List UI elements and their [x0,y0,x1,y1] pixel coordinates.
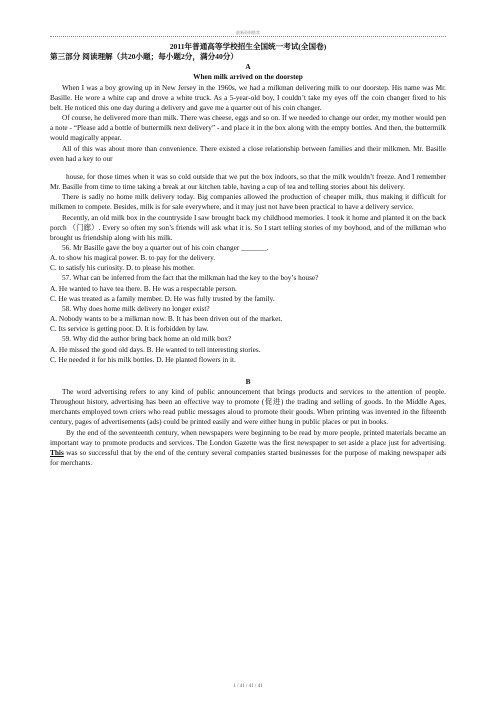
question-57-option-row: A. He wanted to have tea there. B. He was a respectable person. [50,283,237,293]
question-57-option-row: C. He was treated as a family member. D. He was fully trusted by the family. [50,293,275,303]
passage-a-heading: When milk arrived on the doorstep [193,72,303,82]
question-56-option-row: A. to show his magical power. B. to pay for the delivery. [50,253,216,263]
passage-b-text: By the end of the seventeenth century, when newspapers were beginning to be read by more people, printed materials became an important way to promote products and services. The London Gazette was the first newspaper to set aside a place just for advertising. [50,427,446,447]
underlined-word-this: This [50,447,64,457]
question-58-option-row: C. Its service is getting poor. D. It is forbidden by law. [50,324,209,334]
question-57: 57. What can be inferred from the fact that the milkman had the key to the boy’s house? [62,273,319,283]
document-body [50,42,446,468]
passage-a-paragraph: Of course, he delivered more than milk. There was cheese, eggs and so on. If we needed to change our order, my mother would pen a note - “Please add a bottle of buttermilk next delivery” - and place it in the box along with the empty bottles. And then, the buttermilk would magically appear. [50,113,446,143]
passage-a-paragraph: All of this was about more than convenience. There existed a close relationship between families and their milkmen. Mr. Basille even had a key to our [50,143,446,163]
header-rule [50,36,446,37]
question-58: 58. Why does home milk delivery no longer exist? [62,303,210,313]
passage-a-paragraph: house, for those times when it was so cold outside that we put the box indoors, so that the milk wouldn’t freeze. And I remember Mr. Basille from time to time taking a break at our kitchen table, having a cup of tea and telling stories about his delivery. [50,171,446,192]
question-59: 59. Why did the author bring back home an old milk box? [62,334,232,344]
page-number: 1 / 41 / 41 / 41 [233,684,263,689]
passage-a-paragraph: Recently, an old milk box in the countryside I saw brought back my childhood memories. I took it home and planted it on the back porch （门廊）. Every so often my son’s friends will ask what it is. So I start telling stories of my boyhood, and of the milkman who brought us friendship along with his milk. [50,212,446,242]
question-58-option-row: A. Nobody wants to be a milkman now. B. It has been driven out of the market. [50,314,283,324]
passage-b-label: B [245,376,251,386]
exam-title: 2011年普通高等学校招生全国统一考试(全国卷) [169,42,327,51]
question-59-option-row: A. He missed the good old days. B. He wanted to tell interesting stories. [50,344,261,354]
passage-b-paragraph [50,428,446,469]
passage-b-paragraph: The word advertising refers to any kind of public announcement that brings products and services to the attention of people. Throughout history, advertising has been an effective way to promote (促进) the trading and selling of goods. In the Middle Ages, merchants employed town criers who read public messages aloud to promote their goods. When printing was invented in the fifteenth century, pages of advertisements (ads) could be printed easily and were either hung in public places or put in books. [50,387,446,427]
passage-b-text: was so successful that by the end of the century several companies started businesses for the purpose of making newspaper ads for merchants. [50,447,446,468]
header-watermark: 最新资料推荐 [0,30,496,36]
section-heading: 第三部分 阅读理解（共20小题；每小题2分，满分40分） [50,52,238,62]
page-gap [50,164,446,172]
passage-a-paragraph: There is sadly no home milk delivery today. Big companies allowed the production of cheaper milk, thus making it difficult for milkmen to compete. Besides, milk is for sale everywhere, and it may just not have been practical to have a delivery service. [50,192,446,212]
question-59-option-row: C. He needed it for his milk bottles. D. He planted flowers in it. [50,354,236,364]
question-56-option-row: C. to satisfy his curiosity. D. to please his mother. [50,263,195,273]
question-56: 56. Mr Basille gave the boy a quarter out of his coin changer _______. [62,242,269,252]
passage-a-label: A [245,62,251,72]
section-gap [50,365,446,377]
passage-a-paragraph: When I was a boy growing up in New Jersey in the 1960s, we had a milkman delivering milk to our doorstep. His name was Mr. Basille. He wore a white cap and drove a white truck. As a 5-year-old boy, I couldn’t take my eyes off the coin changer fixed to his belt. He noticed this one day during a delivery and gave me a quarter out of his coin changer. [50,82,446,112]
